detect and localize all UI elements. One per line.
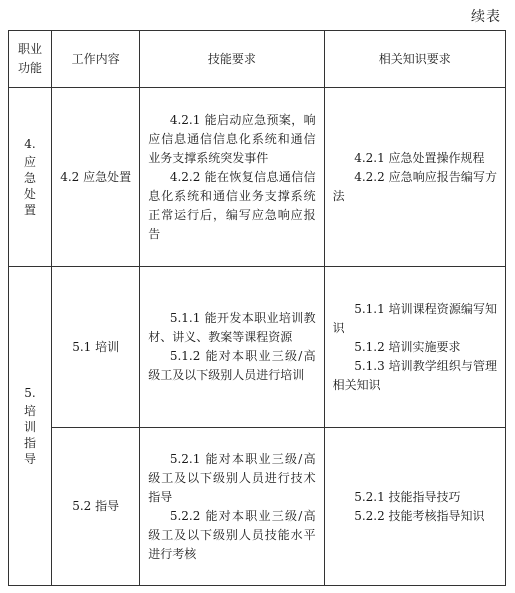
skill-item: 5.1.1 能开发本职业培训教材、讲义、教案等课程资源 [148,311,316,344]
work-content-cell: 4.2 应急处置 [52,88,140,267]
skill-item: 5.2.1 能对本职业三级/高级工及以下级别人员进行技术指导 [148,451,316,504]
header-skills: 技能要求 [140,31,324,88]
continued-label: 续表 [471,9,501,25]
table-row [9,428,506,586]
header-content: 工作内容 [52,31,140,88]
table-row [9,88,506,267]
knowledge-cell [324,88,505,267]
knowledge-item: 5.2.2 技能考核指导知识 [354,508,485,523]
skills-cell [140,267,324,428]
function-cell [9,267,52,586]
knowledge-item: 4.2.1 应急处置操作规程 [354,150,485,165]
knowledge-item: 4.2.2 应急响应报告编写方法 [332,169,497,203]
knowledge-item: 5.1.2 培训实施要求 [354,339,461,354]
work-content-cell: 5.2 指导 [52,428,140,586]
header-knowledge: 相关知识要求 [324,31,505,88]
skill-item: 4.2.2 能在恢复信息通信信息化系统和通信业务支撑系统正常运行后，编写应急响应报告 [148,169,316,241]
standards-table [8,30,506,586]
table-row [9,267,506,428]
knowledge-cell [324,428,505,586]
function-number: 5. [24,385,36,400]
skills-cell [140,428,324,586]
work-content-cell: 5.1 培训 [52,267,140,428]
knowledge-item: 5.1.3 培训教学组织与管理相关知识 [332,358,497,392]
function-cell [9,88,52,267]
skill-item: 4.2.1 能启动应急预案，响应信息通信信息化系统和通信业务支撑系统突发事件 [148,112,316,165]
knowledge-item: 5.2.1 技能指导技巧 [354,489,461,504]
function-name: 培训指导 [24,403,37,466]
skills-cell [140,88,324,267]
skill-item: 5.2.2 能对本职业三级/高级工及以下级别人员技能水平进行考核 [148,508,316,561]
knowledge-item: 5.1.1 培训课程资源编写知识 [332,301,497,335]
skill-item: 5.1.2 能对本职业三级/高级工及以下级别人员进行培训 [148,349,316,382]
header-function: 职业功能 [9,31,52,88]
function-name: 应急处置 [24,154,37,217]
knowledge-cell [324,267,505,428]
function-number: 4. [24,136,36,151]
header-row [9,31,506,88]
